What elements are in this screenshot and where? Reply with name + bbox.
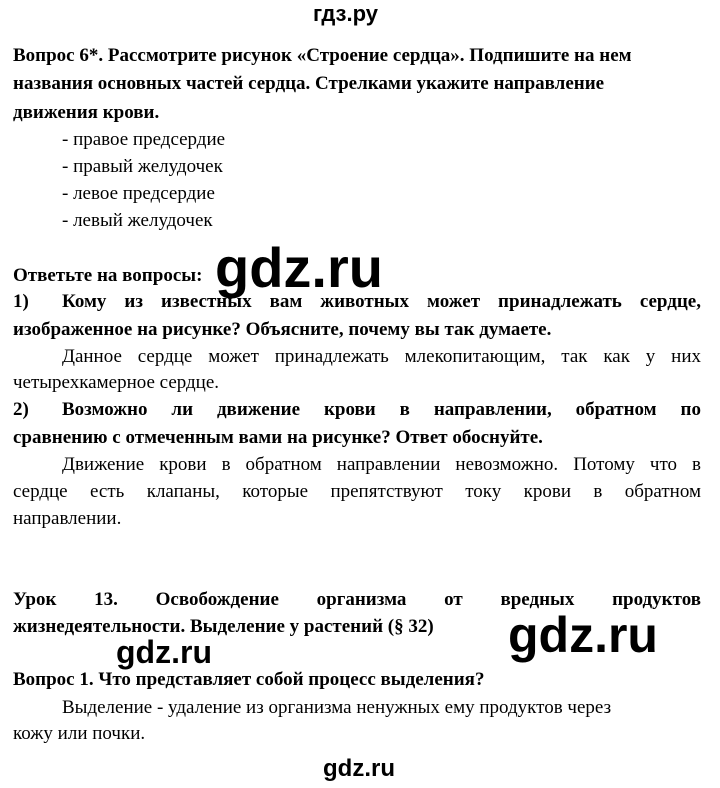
question6-line1: Вопрос 6*. Рассмотрите рисунок «Строение сердца». Подпишите на нем: [13, 45, 632, 66]
list-item: - правое предсердие: [62, 129, 226, 150]
site-header: гдз.ру: [313, 1, 378, 26]
subquestion1-line2: изображенное на рисунке? Объясните, почему вы так думаете.: [13, 319, 552, 340]
list-item: - левое предсердие: [62, 183, 215, 204]
question6-line3: движения крови.: [13, 102, 160, 123]
footer-watermark: gdz.ru: [323, 755, 395, 782]
lesson-title-line1: Урок 13. Освобождение организма от вредных продуктов: [13, 589, 701, 610]
subquestion2-answer-line2: сердце есть клапаны, которые препятствуют току крови в обратном: [13, 481, 701, 502]
subquestion2-line2: сравнению с отмеченным вами на рисунке? Ответ обоснуйте.: [13, 427, 543, 448]
list-item: - левый желудочек: [62, 210, 213, 231]
answers-heading: Ответьте на вопросы:: [13, 265, 203, 286]
question1-answer-line2: кожу или почки.: [13, 723, 146, 744]
watermark: gdz.ru: [116, 634, 212, 670]
lesson-title-line2: жизнедеятельности. Выделение у растений (§ 32): [13, 616, 434, 637]
subquestion2-line1: Возможно ли движение крови в направлении, обратном по: [62, 399, 701, 420]
question1-answer-line1: Выделение - удаление из организма ненужных ему продуктов через: [62, 697, 612, 718]
subquestion2-number: 2): [13, 399, 29, 420]
watermark: gdz.ru: [508, 607, 658, 663]
list-item: - правый желудочек: [62, 156, 223, 177]
subquestion1-number: 1): [13, 291, 29, 312]
subquestion2-answer-line1: Движение крови в обратном направлении невозможно. Потому что в: [62, 454, 701, 475]
question6-line2: названия основных частей сердца. Стрелками укажите направление: [13, 73, 605, 94]
question1-title: Вопрос 1. Что представляет собой процесс выделения?: [13, 669, 485, 690]
subquestion2-answer-line3: направлении.: [13, 508, 122, 529]
watermark: gdz.ru: [215, 236, 383, 299]
subquestion1-answer-line2: четырехкамерное сердце.: [13, 372, 220, 393]
subquestion1-answer-line1: Данное сердце может принадлежать млекопитающим, так как у них: [62, 346, 701, 367]
subquestion1-line1: Кому из известных вам животных может принадлежать сердце,: [62, 291, 701, 312]
